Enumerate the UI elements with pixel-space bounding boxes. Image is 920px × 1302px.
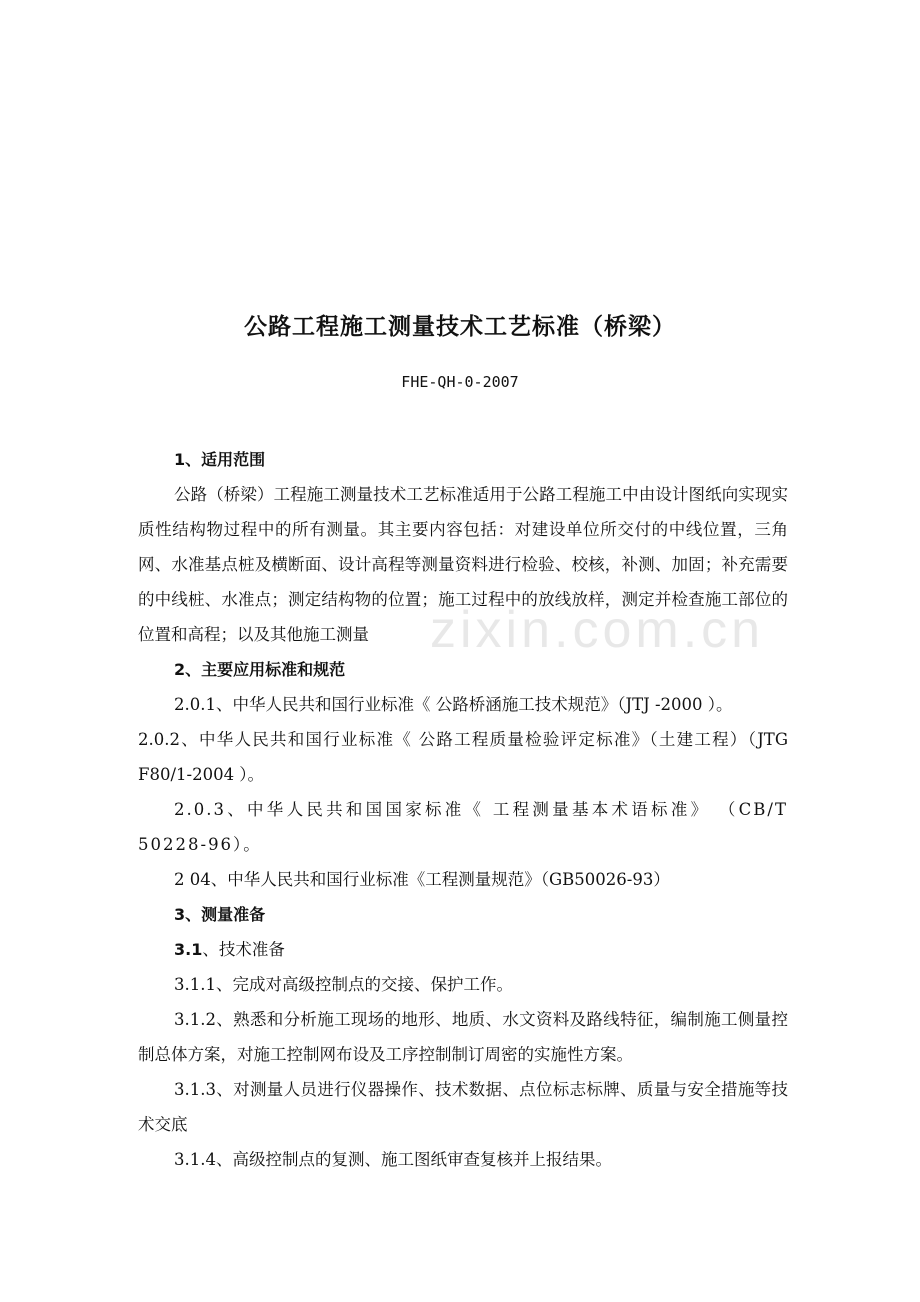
section-3-1-number: 3.1 (174, 940, 203, 959)
standard-item-1: 2.0.1、中华人民共和国行业标准《 公路桥涵施工技术规范》（JTJ -2000 ）。 (174, 695, 733, 714)
item-3-1-3: 3.1.3、对测量人员进行仪器操作、技术数据、点位标志标牌、质量与安全措施等技术交底 (138, 1080, 788, 1134)
section-1-heading: 1、适用范围 (174, 450, 266, 469)
section-3-1-heading (138, 932, 788, 967)
standard-item-3: 2.0.3、中华人民共和国国家标准《 工程测量基本术语标准》 （CB/T 50228-96）。 (138, 800, 788, 854)
watermark: zixin.com.cn (430, 601, 765, 659)
section-1-paragraph: 公路（桥梁）工程施工测量技术工艺标准适用于公路工程施工中由设计图纸向实现实质性结构物过程中的所有测量。其主要内容包括：对建设单位所交付的中线位置，三角网、水准基点桩及横断面、设计高程等测量资料进行检验、校核，补测、加固；补充需要的中线桩、水准点；测定结构物的位置；施工过程中的放线放样，测定并检查施工部位的位置和高程；以及其他施工测量 (138, 485, 788, 644)
section-3-heading: 3、测量准备 (174, 905, 266, 924)
standard-item-4: 2 04、中华人民共和国行业标准《工程测量规范》（GB50026-93） (174, 870, 670, 889)
item-3-1-1: 3.1.1、完成对高级控制点的交接、保护工作。 (174, 975, 513, 994)
item-3-1-2: 3.1.2、熟悉和分析施工现场的地形、地质、水文资料及路线特征，编制施工侧量控制总体方案，对施工控制网布设及工序控制制订周密的实施性方案。 (138, 1010, 788, 1064)
document-code: FHE-QH-0-2007 (401, 373, 519, 391)
item-3-1-4: 3.1.4、高级控制点的复测、施工图纸审查复核并上报结果。 (174, 1150, 612, 1169)
section-2-heading: 2、主要应用标准和规范 (174, 660, 346, 679)
document-body (138, 442, 788, 1177)
section-3-1-title: 、技术准备 (202, 940, 285, 959)
document-title: 公路工程施工测量技术工艺标准（桥梁） (244, 314, 676, 340)
standard-item-2: 2.0.2、中华人民共和国行业标准《 公路工程质量检验评定标准》（土建工程）（JTG F80/1-2004 ）。 (138, 730, 788, 784)
